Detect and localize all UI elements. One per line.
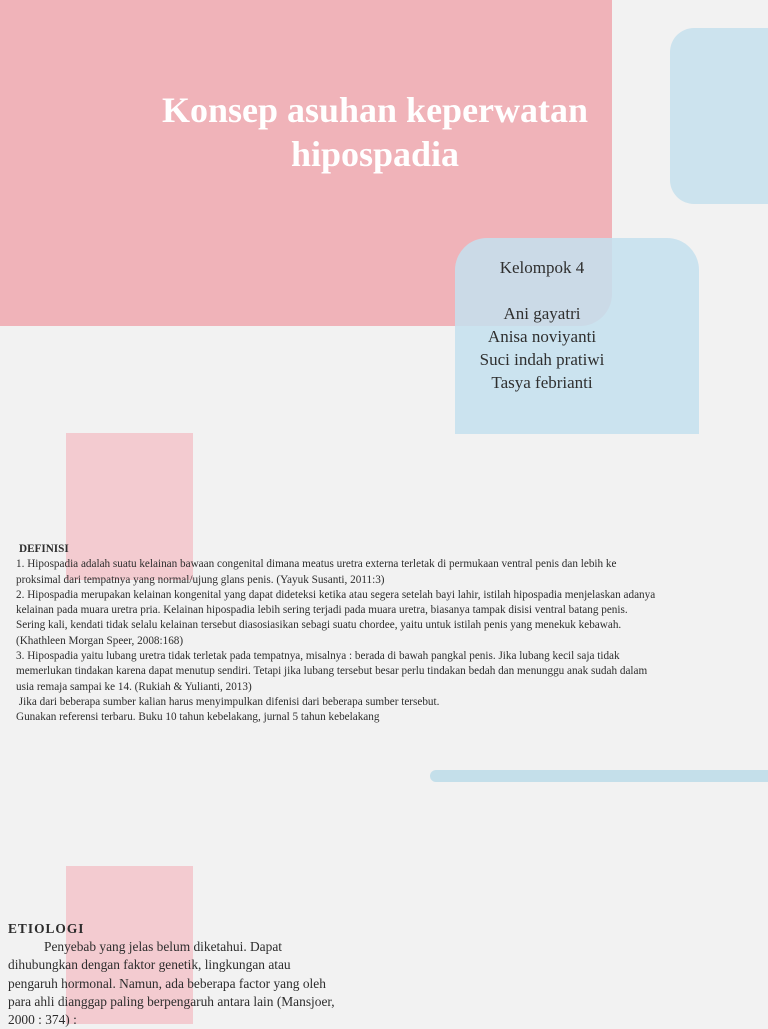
member-name: Suci indah pratiwi: [479, 350, 605, 369]
group-info: [440, 256, 644, 394]
etiologi-paragraph: Penyebab yang jelas belum diketahui. Dapat dihubungkan dengan faktor genetik, lingkungan atau pengaruh hormonal. Namun, ada beberapa factor yang oleh para ahli dianggap paling berpengaruh antara lain (Mansjoer, 2000 : 374) :: [8, 939, 335, 1028]
blue-divider-bar: [430, 770, 768, 782]
definisi-point: 1. Hipospadia adalah suatu kelainan bawaan congenital dimana meatus uretra externa terletak di permukaan ventral penis dan lebih ke proksimal dari tempatnya yang normal/ujung glans penis. (Yayuk Susanti, 2011:3): [16, 558, 617, 586]
definisi-note: Gunakan referensi terbaru. Buku 10 tahun kebelakang, jurnal 5 tahun kebelakang: [16, 711, 380, 724]
member-name: Anisa noviyanti: [487, 327, 597, 346]
definisi-heading: DEFINISI: [19, 543, 69, 555]
definisi-note: Jika dari beberapa sumber kalian harus menyimpulkan difenisi dari beberapa sumber tersebut.: [16, 695, 440, 708]
member-name: Tasya febrianti: [491, 373, 593, 392]
blue-corner-block: [670, 28, 768, 204]
group-label: Kelompok 4: [499, 258, 585, 277]
member-name: Ani gayatri: [503, 304, 581, 323]
etiologi-section: [8, 920, 340, 1029]
definisi-point: 2. Hipospadia merupakan kelainan kongenital yang dapat dideteksi ketika atau segera setelah bayi lahir, istilah hipospadia menjelaskan adanya kelainan pada muara uretra pria. Kelainan hipospadia lebih sering terjadi pada muara uretra, biasanya tampak disisi ventral batang penis. Sering kali, kendati tidak selalu kelainan tersebut diasosiasikan sebagi suatu chordee, yaitu untuk istilah penis yang menekuk kebawah. (Khathleen Morgan Speer, 2008:168): [16, 588, 656, 647]
definisi-section: [16, 542, 656, 726]
spacer: [440, 279, 644, 302]
etiologi-heading: ETIOLOGI: [8, 921, 85, 936]
definisi-point: 3. Hipospadia yaitu lubang uretra tidak terletak pada tempatnya, misalnya : berada di bawah pangkal penis. Jika lubang kecil saja tidak memerlukan tindakan karena dapat menutup sendiri. Tetapi jika lubang tersebut besar perlu tindakan bedah dan menunggu anak sudah dalam usia remaja sampai ke 14. (Rukiah & Yulianti, 2013): [16, 650, 648, 693]
page-title: Konsep asuhan keperwatan hipospadia: [161, 90, 589, 174]
